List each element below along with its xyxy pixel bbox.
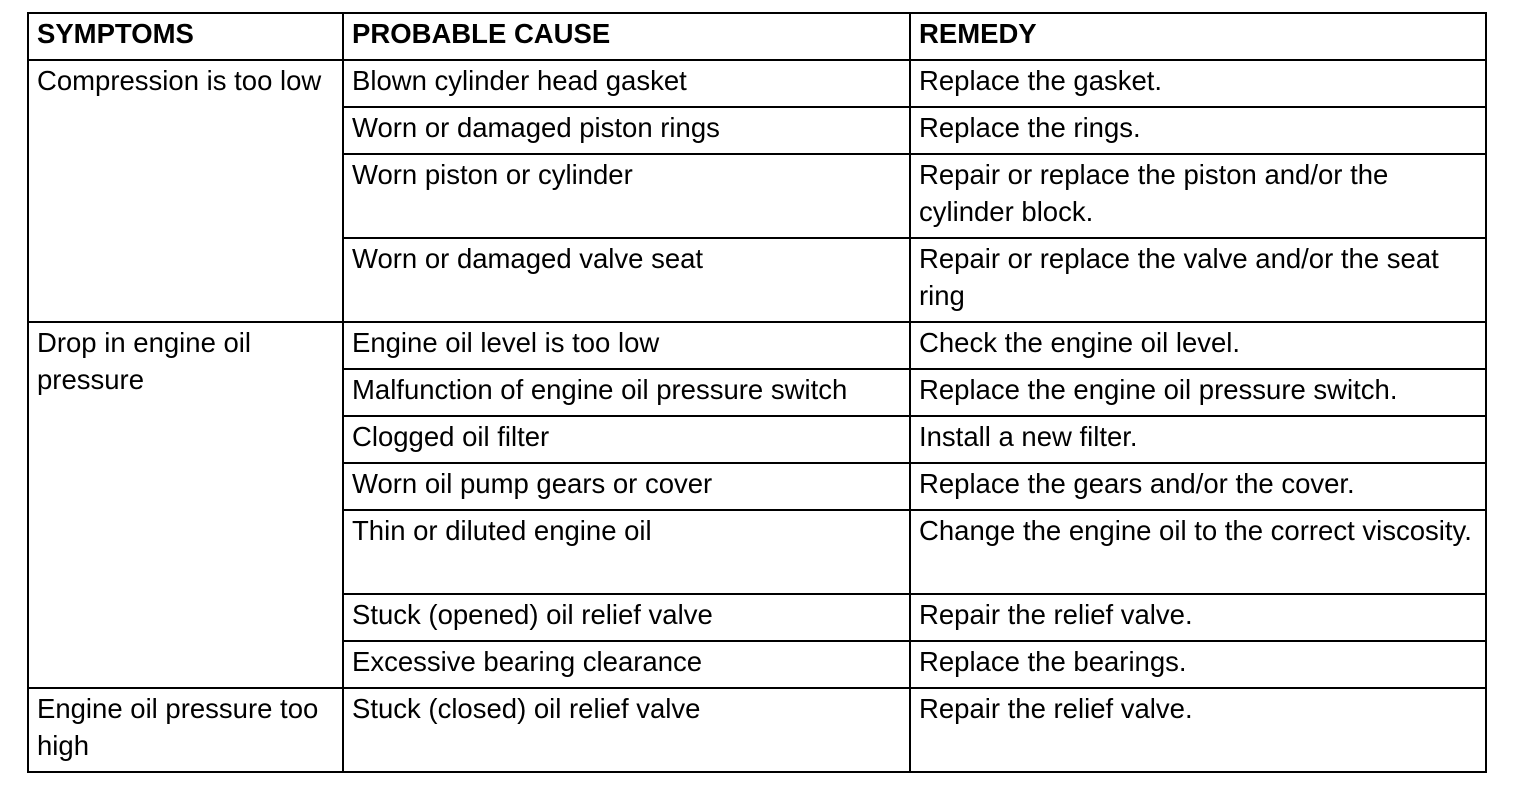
remedy-cell: Check the engine oil level. [910,322,1486,369]
cause-cell: Stuck (closed) oil relief valve [343,688,910,772]
troubleshooting-table [27,12,1487,773]
cause-cell: Worn or damaged piston rings [343,107,910,154]
table-body [28,60,1486,772]
symptom-cell: Engine oil pressure too high [28,688,343,772]
cause-cell: Engine oil level is too low [343,322,910,369]
probable-cause-header: PROBABLE CAUSE [343,13,910,60]
symptom-cell: Compression is too low [28,60,343,322]
remedy-cell: Replace the gears and/or the cover. [910,463,1486,510]
remedy-cell: Repair or replace the valve and/or the seat ring [910,238,1486,322]
remedy-cell: Replace the engine oil pressure switch. [910,369,1486,416]
table-row [28,688,1486,772]
remedy-cell: Replace the rings. [910,107,1486,154]
cause-cell: Worn or damaged valve seat [343,238,910,322]
remedy-cell: Install a new filter. [910,416,1486,463]
remedy-cell: Replace the bearings. [910,641,1486,688]
remedy-header: REMEDY [910,13,1486,60]
cause-cell: Clogged oil filter [343,416,910,463]
symptoms-header: SYMPTOMS [28,13,343,60]
table-row [28,60,1486,107]
cause-cell: Thin or diluted engine oil [343,510,910,594]
cause-cell: Blown cylinder head gasket [343,60,910,107]
remedy-cell: Repair the relief valve. [910,688,1486,772]
cause-cell: Malfunction of engine oil pressure switch [343,369,910,416]
remedy-cell: Replace the gasket. [910,60,1486,107]
remedy-cell: Repair or replace the piston and/or the cylinder block. [910,154,1486,238]
cause-cell: Worn piston or cylinder [343,154,910,238]
table-header [28,13,1486,60]
header-row [28,13,1486,60]
remedy-cell: Change the engine oil to the correct viscosity. [910,510,1486,594]
cause-cell: Stuck (opened) oil relief valve [343,594,910,641]
cause-cell: Excessive bearing clearance [343,641,910,688]
table-row [28,322,1486,369]
cause-cell: Worn oil pump gears or cover [343,463,910,510]
symptom-cell: Drop in engine oil pressure [28,322,343,688]
remedy-cell: Repair the relief valve. [910,594,1486,641]
